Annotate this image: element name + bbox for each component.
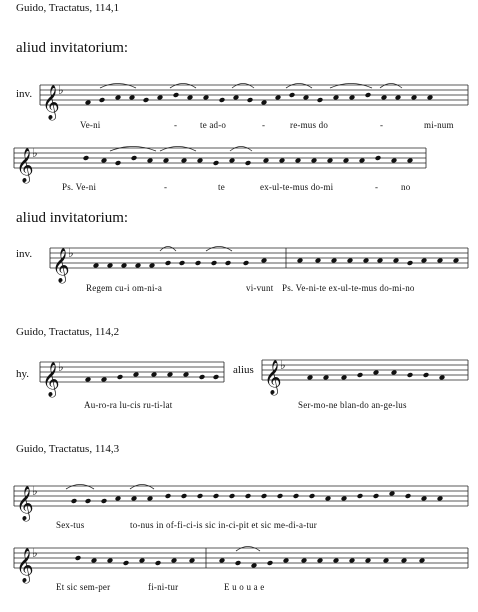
note-head [247,97,254,103]
note-head [219,97,226,103]
lyric-syllable: te ad-o [200,120,227,130]
treble-clef-icon: 𝄞 [42,362,60,397]
note-head [107,263,114,269]
note-head [123,560,130,566]
flat-sign-icon: ♭ [68,246,74,260]
note-head [395,95,402,101]
note-head [407,158,414,164]
slur [232,84,254,89]
note-head [135,263,142,269]
note-head [147,496,154,502]
note-head [427,95,434,101]
flat-sign-icon: ♭ [58,360,64,374]
note-head [309,493,316,499]
slur [206,247,232,252]
lyric-syllable: Ser-mo-ne blan-do an-ge-lus [298,400,407,410]
source-citation-3: Guido, Tractatus, 114,3 [16,443,120,455]
note-head [357,493,364,499]
chant-label-hy: hy. [16,368,30,380]
flat-sign-icon: ♭ [280,358,286,372]
note-head [225,260,232,266]
note-head [211,260,218,266]
slur [100,84,136,89]
note-head [195,260,202,266]
note-head [171,558,178,564]
lyric-syllable: Ps. Ve-ni-te ex-ul-te-mus do-mi-no [282,283,415,293]
note-head [407,260,414,266]
note-head [143,97,150,103]
note-head [349,95,356,101]
lyric-syllable: - [174,120,178,130]
note-head [115,496,122,502]
note-head [75,555,82,561]
slur [66,485,94,490]
note-head [411,95,418,101]
note-head [157,95,164,101]
note-head [323,375,330,381]
note-head [391,158,398,164]
note-head [341,496,348,502]
lyric-syllable: re-mus do [290,120,329,130]
lyric-syllable: E u o u a e [224,582,265,592]
note-head [229,493,236,499]
note-head [251,563,258,569]
note-head [373,370,380,376]
note-head [187,95,194,101]
note-head [129,95,136,101]
slur [230,147,252,152]
note-head [121,263,128,269]
note-head [197,493,204,499]
treble-clef-icon: 𝄞 [16,486,34,521]
section-heading-1: aliud invitatorium: [16,40,129,56]
note-head [233,95,240,101]
note-head [115,160,122,166]
note-head [275,95,282,101]
note-head [163,158,170,164]
note-head [381,95,388,101]
note-head [183,372,190,378]
note-head [301,558,308,564]
note-head [327,158,334,164]
lyric-syllable: ex-ul-te-mus do-mi [260,182,334,192]
note-head [261,100,268,106]
note-head [297,258,304,264]
note-head [283,558,290,564]
note-head [277,493,284,499]
note-head [401,558,408,564]
note-head [391,370,398,376]
note-head [91,558,98,564]
note-head [307,375,314,381]
note-head [189,558,196,564]
note-head [107,558,114,564]
note-head [85,100,92,106]
note-head [419,558,426,564]
note-head [261,258,268,264]
note-head [365,558,372,564]
lyric-syllable: Au-ro-ra lu-cis ru-ti-lat [84,400,173,410]
lyric-syllable: - [380,120,384,130]
note-head [423,372,430,378]
lyric-syllable: - [164,182,168,192]
slur [160,247,176,252]
lyric-syllable: Et sic sem-per [56,582,111,592]
note-head [333,558,340,564]
note-head [407,372,414,378]
note-head [343,158,350,164]
note-head [289,92,296,98]
slur [160,147,196,152]
slur [130,485,154,490]
note-head [101,158,108,164]
note-head [279,158,286,164]
note-head [93,263,100,269]
section-heading-2: aliud invitatorium: [16,210,129,226]
note-head [173,92,180,98]
note-head [325,496,332,502]
note-head [133,372,140,378]
chant-label-alius: alius [233,364,254,376]
note-head [165,493,172,499]
treble-clef-icon: 𝄞 [16,548,34,583]
treble-clef-icon: 𝄞 [16,148,34,183]
note-head [115,95,122,101]
flat-sign-icon: ♭ [32,546,38,560]
slur [110,147,156,152]
note-head [179,260,186,266]
note-head [347,258,354,264]
note-head [383,558,390,564]
lyric-syllable: te [218,182,225,192]
note-head [293,493,300,499]
lyric-syllable: to-nus in of-fi-ci-is sic in-ci-pit et sic me-di-a-tur [130,520,317,530]
lyric-syllable: - [375,182,379,192]
flat-sign-icon: ♭ [58,83,64,97]
note-head [439,375,446,381]
note-head [437,496,444,502]
note-head [213,160,220,166]
treble-clef-icon: 𝄞 [42,85,60,120]
lyric-syllable: Regem cu-i om-ni-a [86,283,163,293]
note-head [375,155,382,161]
note-head [131,155,138,161]
lyric-syllable: fi-ni-tur [148,582,179,592]
note-head [393,258,400,264]
note-head [357,372,364,378]
note-head [349,558,356,564]
note-head [365,92,372,98]
note-head [165,260,172,266]
note-head [203,95,210,101]
note-head [311,158,318,164]
treble-clef-icon: 𝄞 [264,360,282,395]
note-head [117,374,124,380]
note-head [139,558,146,564]
note-head [151,372,158,378]
note-head [363,258,370,264]
chant-label-inv-2: inv. [16,248,33,260]
note-head [245,160,252,166]
source-citation-1: Guido, Tractatus, 114,1 [16,2,120,14]
note-head [149,263,156,269]
note-head [181,158,188,164]
lyric-syllable: Ve-ni [80,120,101,130]
note-head [199,374,206,380]
slur [380,84,402,89]
lyric-syllable: no [401,182,411,192]
lyric-syllable: Sex-tus [56,520,85,530]
note-head [315,258,322,264]
note-head [267,560,274,566]
note-head [453,258,460,264]
note-head [213,374,220,380]
flat-sign-icon: ♭ [32,146,38,160]
lyric-syllable: Ps. Ve-ni [62,182,97,192]
note-head [437,258,444,264]
note-head [147,158,154,164]
note-head [243,260,250,266]
treble-clef-icon: 𝄞 [52,248,70,283]
note-head [405,493,412,499]
slur [236,547,260,552]
note-head [85,498,92,504]
chant-label-inv-1: inv. [16,88,33,100]
lyric-syllable: mi-num [424,120,454,130]
note-head [101,377,108,383]
note-head [71,498,78,504]
note-head [421,496,428,502]
note-head [359,158,366,164]
note-head [235,560,242,566]
note-head [295,158,302,164]
note-head [303,95,310,101]
note-head [213,493,220,499]
note-head [181,493,188,499]
note-head [261,493,268,499]
note-head [377,258,384,264]
note-head [317,97,324,103]
slur [330,84,372,89]
note-head [85,377,92,383]
note-head [331,258,338,264]
note-head [219,558,226,564]
note-head [317,558,324,564]
lyric-syllable: - [262,120,266,130]
note-head [245,493,252,499]
note-head [197,158,204,164]
note-head [263,158,270,164]
note-head [341,375,348,381]
note-head [167,372,174,378]
note-head [131,496,138,502]
note-head [421,258,428,264]
note-head [229,158,236,164]
slur [286,84,312,89]
note-head [373,493,380,499]
note-head [83,155,90,161]
note-head [389,491,396,497]
lyric-syllable: vi-vunt [246,283,274,293]
source-citation-2: Guido, Tractatus, 114,2 [16,326,120,338]
note-head [333,95,340,101]
note-head [155,560,162,566]
flat-sign-icon: ♭ [32,484,38,498]
note-head [99,97,106,103]
slur [170,84,196,89]
note-head [101,498,108,504]
